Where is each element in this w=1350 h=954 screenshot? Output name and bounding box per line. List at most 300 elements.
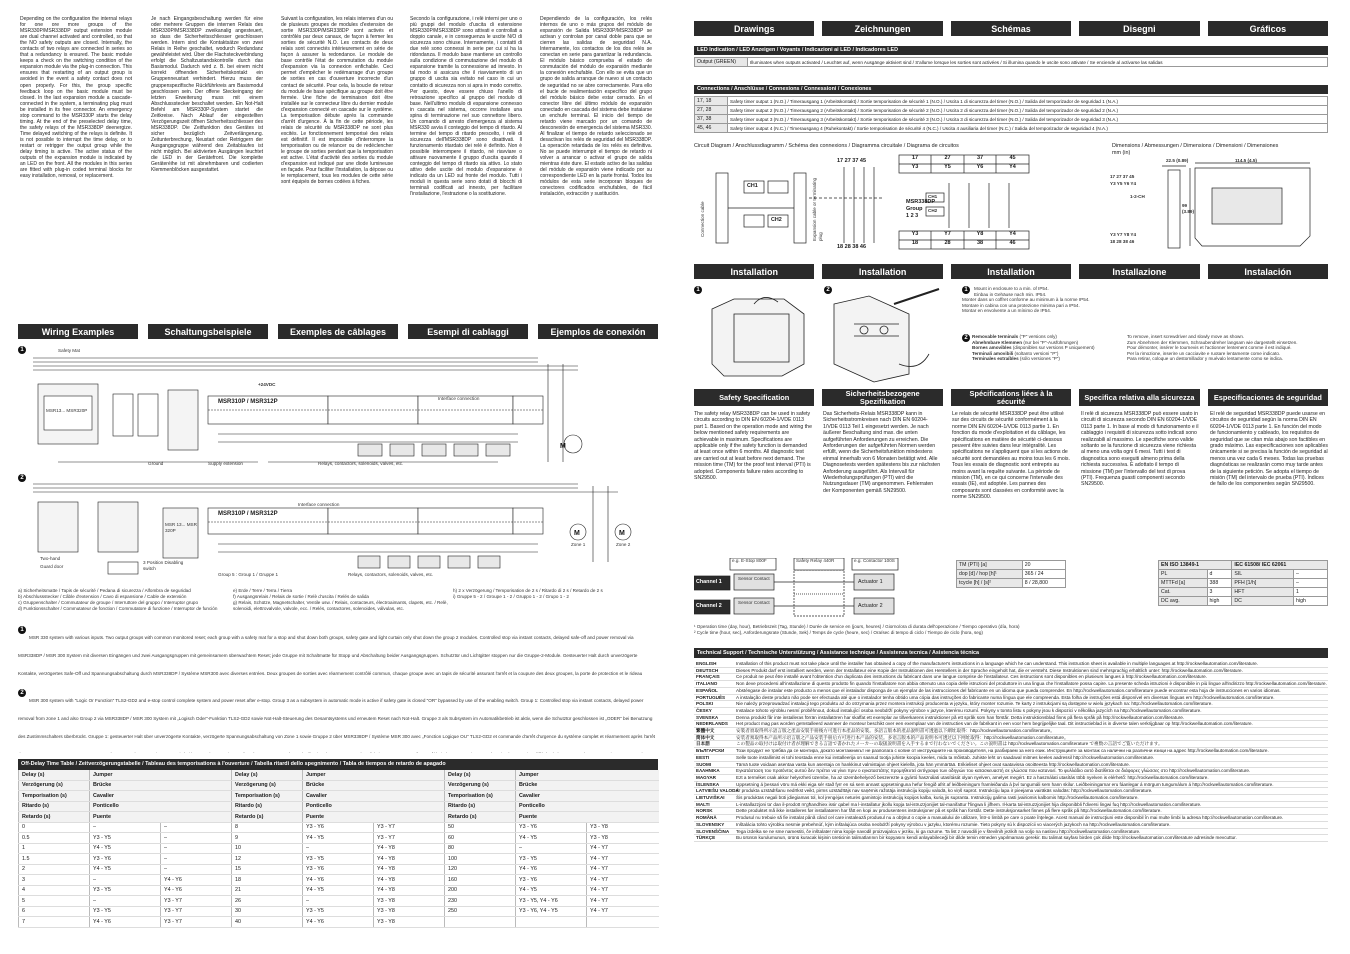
diagram-number-2: 2: [18, 474, 26, 482]
tech-support-language: 日本語: [694, 741, 734, 748]
connection-terminals: 45, 46: [695, 124, 728, 133]
delay-cell: 8: [232, 822, 303, 833]
tech-support-language: TÜRKÇE: [694, 835, 734, 842]
grid-top-0: 17: [911, 155, 919, 161]
tech-support-text: Ce produit ne peut être installé avant l'obtention d'un duplicata des instructions du fabricant dans une langue comprise de l'installateur. Ces instructions sont disponibles en plusieurs langues à http://rockwellautomation.com/literature.: [734, 674, 1328, 681]
disabling-switch-label: 3 Position Disabling switch: [143, 560, 184, 571]
install1-fr: Monter dans un coffret conforme au minimum à la norme IP54.: [962, 297, 1090, 303]
installation-text-2: [962, 334, 1332, 362]
spec-text-de: Das Sicherheits-Relais MSR338DP kann in Sicherheitsstromkreisen nach DIN EN 60204-1/VDE 0113 Teil 1 eingesetzt werden. Je nach äußerer Beschaltung sind max. die unten aufgeführten Anforderungen zu erreichen. Die Anforderungen der aufgeführten Normen werden erfüllt, wenn die Sicherheitsfunktion mindestens einmal innerhalb von 6 Monaten betätigt wird. Alle Diagnosetests werden spätestens bis zur nächsten Anforderung ausgeführt. Als Intervall für Wiederholungsprüfungen (PTI) wird die Nutzungsdauer (TM) angenommen. Fehlerraten der Komponenten gemäß SN29500.: [823, 411, 941, 494]
iso-cell: Cat.: [1159, 588, 1208, 597]
connection-row: [695, 124, 1328, 133]
grid-bot-0: 18: [911, 240, 919, 246]
guard-door-label: Guard door: [40, 564, 64, 569]
tech-support-text: Bu ürünün kurulumunun, ürünü kuracak kişinin üreticinin talimatlarının bir kopyasını kendi anlayabileceği bir dilde temin etmeden yapılmaması gerekir. Bu talimat sayfası birden çok dilde http://rockwellautomation.com/literature adresinde mevcuttur.: [734, 835, 1328, 842]
iso-cell: DC avg.: [1159, 597, 1208, 606]
tech-support-text: Denna produkt får inte installeras förrän installatören har skaffat ett exemplar av tillverkarens instruktioner på ett språk som han förstår. Detta instruktionsblad finns på flera språk på http://rockwellautomation.com/literature.: [734, 714, 1328, 721]
delay-cell: –: [90, 896, 161, 907]
delay-cell: Y3 - Y6: [90, 854, 161, 865]
tech-support-row: [694, 828, 1328, 835]
tm-row: [957, 561, 1066, 570]
intro-text-section: [20, 16, 665, 316]
delay-cell: Y4 - Y8: [374, 885, 445, 896]
tm-value: 365 / 24: [1022, 570, 1065, 579]
actuator-2-label: Actuator 2: [858, 603, 883, 609]
dim-terms-bot: 18 28 38 46: [1110, 239, 1135, 244]
grid-bot-2: 38: [976, 240, 984, 246]
svg-text:M: M: [560, 443, 566, 450]
wiring-diagram-1: [18, 344, 658, 469]
delay-cell: 230: [445, 896, 516, 907]
delay-head-row: [19, 770, 659, 780]
jumper-head-cell: Jumper: [303, 770, 445, 780]
delay-cell: Y4 - Y6: [90, 917, 161, 928]
delay-cell: [587, 917, 659, 928]
delay-cell: 50: [445, 822, 516, 833]
tech-support-row: [694, 687, 1328, 694]
delay-cell: Y4 - Y7: [587, 843, 659, 854]
delay-cell: Y3 - Y7: [374, 833, 445, 844]
delay-cell: Y3 - Y7: [161, 906, 232, 917]
tech-support-row: [694, 795, 1328, 802]
delay-row: [19, 843, 659, 854]
led-title: LED Indication / LED Anzeigen / Voyants / Indicazioni ai LED / Indicadores LED: [694, 46, 1328, 55]
delay-cell: Y4 - Y6: [516, 864, 587, 875]
delay-row: [19, 875, 659, 886]
group-label-2: Group 5 : Group 1 / Gruppe 1: [218, 572, 279, 577]
iso-cell: DC: [1232, 597, 1294, 606]
tech-support-text: Produsul nu trebuie să fie instalat până când cel care instalează produsul nu a obţinut o copie a manualului de utilizare, într-o limbă pe care o poate înţelege. Acest manual de instrucţiuni este disponibil în mai multe limbi la adresa http://rockwellautomation.com/literature.: [734, 815, 1328, 822]
delay-cell: Y4 - Y6: [303, 875, 374, 886]
tech-support-row: [694, 815, 1328, 822]
tech-support-row: [694, 748, 1328, 755]
legend-d: d) Funktionsschalter / Commutateur de fonction / Commutatore di funzione / Interruptor de función: [18, 606, 218, 611]
supply-ext-label: Supply extension: [208, 461, 243, 466]
delay-cell: Y4 - Y8: [374, 864, 445, 875]
tech-support-title: Technical Support / Technische Unterstützung / Assistance technique / Assistenza tecnica / Asistencia técnica: [694, 648, 1328, 658]
wiring-header-de: Schaltungsbeispiele: [148, 324, 268, 339]
tm-label: tcycle [h] / [s]²: [957, 579, 1023, 588]
delay-cell: 200: [445, 885, 516, 896]
safety-spec-headers: [694, 389, 1328, 406]
delay-cell: Y3 - Y5: [90, 885, 161, 896]
install1-en: Mount in enclosure to a min. of IP54.: [974, 286, 1049, 291]
connection-row: [695, 106, 1328, 115]
jumper-head-cell: Brücke: [516, 780, 659, 791]
tech-support-language: ENGLISH: [694, 661, 734, 667]
install-number-2: 2: [824, 286, 832, 294]
spec-text-es: El relé de seguridad MSR338DP puede usarse en circuitos de seguridad según la norma DIN EN 60204-1/VDE 0113 parte 1. En función del modo de funcionamiento y cableado, los requisitos de seguridad que se citan más abajo son factibles en grado máximo. Las especificaciones son aplicables únicamente si se precisa la función de seguridad al menos una vez cada 6 meses. Todas las pruebas diagnósticas se realizarán como muy tarde antes de la siguiente petición. Se adopta el tiempo de misión (TM) del intervalo de prueba (PTI). Índices de fallo de los componentes según SN29500.: [1210, 411, 1328, 488]
legend-c: c) Gruppenschalter / Commutateur de groupe / Interruttore del gruppo / Interruptor grupo: [18, 600, 199, 605]
delay-row: [19, 854, 659, 865]
jumper-head-cell: Cavalier: [516, 791, 659, 802]
spec-header-de: Sicherheitsbezogene Spezifikation: [822, 389, 942, 406]
delay-cell: 5: [19, 896, 90, 907]
grid-y-1: Y5: [944, 164, 951, 170]
delay-cell: –: [161, 822, 232, 833]
delay-head-cell: Ritardo (s): [19, 801, 90, 812]
tech-support-language: LIETUVIŠKAI: [694, 795, 734, 802]
circuit-top-terms: 17 27 37 45: [837, 158, 867, 164]
legend-g: g) Relais, Schütze, Magnetschalter, Ventile usw. / Relais, contacteurs, électroaimants, clapets, etc. / Relè, solenoidi, elettrovalvole, valvole, ecc. / Relés, contactores, solenoides, válvulas, etc.: [233, 600, 448, 611]
delay-cell: 160: [445, 875, 516, 886]
delay-cell: 9: [232, 833, 303, 844]
tech-support-language: 繁體中文: [694, 728, 734, 735]
delay-head-cell: Temporisation (s): [445, 791, 516, 802]
expansion-cable-label: Expansion cable or terminating plug: [812, 177, 823, 241]
tech-support-row: [694, 707, 1328, 714]
tm-label: dop [d] / hop [h]¹: [957, 570, 1023, 579]
tech-support-row: [694, 768, 1328, 775]
install2-term: Terminali amovibili: [972, 350, 1014, 356]
delay-head-cell: Delay (s): [19, 770, 90, 780]
spec-header-es: Especificaciones de seguridad: [1208, 389, 1328, 406]
tech-support-language: ITALIANO: [694, 681, 734, 688]
tech-support-row: [694, 835, 1328, 842]
circuit-grid-y: [899, 164, 1029, 170]
iso-cell: SIL: [1232, 570, 1294, 579]
grid-y2-2: Y8: [976, 231, 984, 237]
delay-table: [18, 770, 659, 928]
base-module-label: MSR13... MSR320P: [46, 408, 88, 413]
tech-support-row: [694, 701, 1328, 708]
delay-cell: 0.5: [19, 833, 90, 844]
jumper-head-cell: Cavalier: [303, 791, 445, 802]
intro-column-de: Je nach Eingangsbeschaltung werden für eine oder mehrere Gruppen die internen Relais des MSR330P/MSR338DP zweikanalig angesteuert, so dass die Sicherheitsschliesser geschlossen werden. Intern sind die Kontaktsätze von zwei Relais in Reihe geschaltet, wodurch Redundanz gewährleistet wird. Über die Flachsteckverbindung erfolgt die Schaltzustandskontrolle durch das Basismodul. Dadurch wird z. B. bei einem nicht korrekt öffnenden Sicherheitskontakt ein Gruppenneustart verhindert. Hierzu muss der gruppenspezifische Rückführkreis am Basismodul geschlossen sein. Der offene Steckeingang der letzten Erweiterung muss mit einem Abschlussstecker beschaltet werden. Ein Not-Halt Befehl am MSR330P-System startet die Zeitkreise. Nach Ablauf der eingestellten Verzögerungszeit öffnen Sicherheitsschliesser des MSR338DP. Die Zeitfunktion des Gerätes ist sicher bezüglich Zeitverlängerung. Zeitunterbrechung, Neustart oder Retriggern der Ausgangsgruppe während des Zeitablaufes ist nicht möglich. Bei aktivierten Ausgängen leuchtet die LED in der Gerätefront. Die komplette Geräteréihe ist mit abnehmbaren und codierten Klemmenblöcken ausgestattet.: [151, 16, 263, 174]
drawings-header-es: Gráficos: [1208, 21, 1328, 36]
circuit-grid-bot: [899, 240, 1029, 246]
tech-support-table: [694, 661, 1328, 842]
connection-description: Safety timer output 2 (N.O.) / Timerausgang 2 (Arbeitskontakt) / Sortie temporisation de sécurité 2 (N.O.) / Uscita 2 di sicurezza del timer (N.O.) / Salida del temporizador de seguridad 2 (N.A.): [728, 106, 1328, 115]
iso-cell: –: [1294, 570, 1328, 579]
ch1-label-b: CH1: [928, 194, 938, 199]
delay-cell: 30: [232, 906, 303, 917]
dimensions-svg: [1110, 158, 1330, 253]
dim-height: 99 (3.89): [1182, 203, 1195, 214]
grid-top-2: 37: [976, 155, 984, 161]
legend-a: a) Sicherheitsmatte / Tapis de sécurité / Pedana di sicurezza / Alfombra de seguridad: [18, 588, 191, 593]
dim-depth: 114.5 (4.5): [1235, 158, 1257, 163]
delay-cell: –: [90, 875, 161, 886]
tech-support-language: DEUTSCH: [694, 667, 734, 674]
iso-cell: 3: [1207, 588, 1232, 597]
install2-note: (nur bei "P"-Ausführungen): [1022, 339, 1079, 345]
delay-cell: 250: [445, 906, 516, 917]
legend-e: e) Erde / Terre / Terra / Tierra: [233, 588, 293, 593]
tech-support-language: SVENSKA: [694, 714, 734, 721]
delay-head-cell: Delay (s): [232, 770, 303, 780]
dim-terms-top: 17 27 37 45: [1110, 174, 1135, 179]
delay-cell: Y4 - Y7: [587, 885, 659, 896]
tech-support-row: [694, 781, 1328, 788]
drawings-header-en: Drawings: [694, 21, 814, 36]
spec-text-it: Il relè di sicurezza MSR338DP può essere usato in circuiti di sicurezza secondo DIN EN 60204-1/VDE 0113 parte 1. In base al modo di funzionamento e il cablaggio i requisiti di sicurezza sotto indicati sono realizzabili al massimo. Le specifiche sono valide soltanto se la funzione di sicurezza viene richiesta al meno una volta ogni 6 mesi. Tutti i test di diagnostica sono eseguiti almeno prima della richiesta successiva. È adottato il tempo di missione (TM) per l'intervallo del test di prova (PTI). Frequenza guasti componenti secondo SN29500.: [1081, 411, 1199, 488]
delay-cell: 1: [19, 843, 90, 854]
tech-support-text: Този продукт не трябва да се монтира, докато монтажникът не разполага с копие от инструкциите на производителя, на разбираем за него език. Инструкциите за монтаж са налични на различни езици на адрес http://rockwellautomation.com/literature.: [734, 748, 1328, 755]
wiring-note-2: [18, 689, 658, 753]
wiring-header-fr: Exemples de câblages: [278, 324, 398, 339]
delay-cell: –: [161, 833, 232, 844]
delay-cell: Y3 - Y6: [303, 822, 374, 833]
spec-header-it: Specifica relativa alla sicurezza: [1079, 389, 1199, 406]
svg-text:M: M: [619, 530, 625, 537]
tech-support-text: Dette produktet må ikke installeres før installatøren har fått en kopi av produsentens instruksjoner på et språk han forstår. Dette instruksjonsarket finnes på flere språk på http://rockwellautomation.com/literature.: [734, 808, 1328, 815]
delay-cell: 120: [445, 864, 516, 875]
delay-cell: Y3 - Y5: [516, 854, 587, 865]
iso-row: [1159, 588, 1328, 597]
tm-row: [957, 570, 1066, 579]
channel-svg: [694, 558, 934, 620]
delay-cell: –: [161, 843, 232, 854]
delay-cell: Y3 - Y8: [587, 833, 659, 844]
dim-y-bot: Y3 Y7 Y8 Y4: [1110, 232, 1137, 237]
wiring-schematic-2: [18, 472, 658, 584]
tech-support-row: [694, 721, 1328, 728]
wiring-header-en: Wiring Examples: [18, 324, 138, 339]
legend-f: f) Ausgangsrelais / Relais de sortie / Relè d'uscita / Relés de salida: [233, 594, 369, 599]
tech-support-row: [694, 694, 1328, 701]
tech-support-language: 简体中文: [694, 734, 734, 741]
delay-cell: 18: [232, 875, 303, 886]
iso-row: [1159, 597, 1328, 606]
install1-es: Montar en envolvente a un mínimo de IP54.: [962, 308, 1052, 314]
tech-support-language: LATVIEŠU VALODA: [696, 788, 739, 794]
install2-term: Terminales extraíbles: [972, 356, 1019, 362]
delay-row: [19, 864, 659, 875]
channel-diagram: [694, 558, 934, 620]
iso-head-right: IEC 61508/ IEC 62061: [1232, 561, 1328, 570]
footnote-2: ² Cycle time (hour, sec), Anforderungsrate (Stunde, Sek) / Temps de cycle (heure, sec) / Ora/sec di tempo di ciclo / Tiempo de ciclo (hora, seg): [694, 629, 983, 635]
install-text-number-2: 2: [962, 334, 970, 342]
iso-head-left: EN ISO 13849-1: [1159, 561, 1232, 570]
jumper-head-cell: Jumper: [516, 770, 659, 780]
tech-support-row: [694, 674, 1328, 681]
tm-table: [956, 560, 1066, 588]
delay-cell: 21: [232, 885, 303, 896]
connection-terminals: 37, 38: [695, 115, 728, 124]
delay-head-cell: Retardo (s): [19, 812, 90, 823]
supply-label: +24VDC: [258, 382, 276, 387]
tech-support-language: ΕΛΛΗΝΙΚΑ: [694, 768, 734, 775]
connections-section: [694, 85, 1328, 133]
delay-cell: Y3 - Y6: [303, 864, 374, 875]
tech-support-language: FRANÇAIS: [694, 674, 734, 681]
tech-support-row: [694, 788, 1328, 795]
drawings-header-it: Disegni: [1079, 21, 1199, 36]
delay-cell: Y4 - Y6: [161, 875, 232, 886]
circuit-diagram: [694, 153, 1039, 253]
tech-support-row: [694, 734, 1328, 741]
dim-width: 22.5 (0.89): [1166, 158, 1189, 163]
delay-cell: Y3 - Y7: [161, 917, 232, 928]
delay-cell: 26: [232, 896, 303, 907]
tech-support-language: POLSKI: [694, 701, 734, 708]
delay-cell: 4: [19, 885, 90, 896]
dimensions-unit: mm (in): [1112, 150, 1131, 156]
tech-support-text: Dieses Produkt darf erst installiert werden, wenn der Installateur eine Kopie der Instruktionen des Herstellers in der Sprache eingeholt hat, die er versteht. Diese Instruktionen sind mehrsprachig erhältlich unter: http://rockwellautomation.com/literature.: [734, 667, 1328, 674]
led-label: Output (GREEN): [695, 58, 748, 67]
install2-term: Bornes amovibles: [972, 345, 1012, 351]
grid-top-3: 45: [1009, 155, 1016, 161]
tm-value: 20: [1022, 561, 1065, 570]
delay-row: [19, 906, 659, 917]
tech-support-row: [694, 754, 1328, 761]
iso-cell: d: [1207, 570, 1232, 579]
diagram-number-1: 1: [18, 346, 26, 354]
delay-table-title: Off-Delay Time Table / Zeitverzögerungstabelle / Tableau des temporisations à l'ouverture / Tabella ritardi dello spegnimento / Tabla de tiempos de retardo de apagado: [18, 759, 658, 770]
intro-column-en: Depending on the configuration the internal relays for one ore more groups of the MSR330P/MSR338DP output extension module are dual channel activated and controlled, so that the NO safety outputs are closed. Internally, the contacts of two relays are connected in series so that a redundancy is ensured. The basic module keeps a check on the switching condition of the expansion module via the plug-in connection. This ensures that restarting of an output group is avoided in the event a safety contact does not open properly. For this, the group specific feedback loop on the basic module must be closed. In the last expansion module a cascade-connected in the system, a terminating plug must be installed in its free connector. An emergency stop command to the MSR330P starts the delay timing. At the end of the preselected delay time, the safety relays of the MSR338DP deenergize. Time delayed switching of the relays is definite. It is not possible to interrupt the time delay, or to restart or retrigger the output group while the delay timing is active. The active status of the outputs of the expansion module is indicated by an LED on the front. All the modules in this series are fitted with plug-in coded terminal blocks for easy installation, removal, or replacement.: [20, 16, 132, 180]
jumper-head-cell: Ponticello: [516, 801, 659, 812]
install2-term: Removable terminals: [972, 334, 1019, 339]
install2-right-line: Para retirar, coloque un destornillador y muévalo lentamente como se indica.: [1127, 356, 1284, 362]
wiring-legend: [18, 588, 658, 622]
tech-support-language: PORTUGUÊS: [694, 694, 734, 701]
delay-cell: 10: [232, 843, 303, 854]
tech-support-text: Uppsetning á þessari vöru má ekki eiga sér stað fyrr en sá sem annast uppsetninguna hefur fengið afrit af leiðbeiningum framleiðanda á því tungumáli sem hann skilur. Leiðbeiningarnar eru fáanlegar á mörgum tungumálum á http://rockwellautomation.com/literature.: [734, 781, 1328, 788]
delay-cell: Y3 - Y8: [374, 906, 445, 917]
install2-note: ("P" versions only): [1018, 334, 1057, 339]
installation-header-de: Installation: [822, 264, 942, 279]
delay-cell: –: [303, 843, 374, 854]
iso-cell: –: [1294, 579, 1328, 588]
led-section: [694, 46, 1328, 67]
iso-head-row: [1159, 561, 1328, 570]
grid-bot-3: 46: [1009, 240, 1016, 246]
tech-support-language: MAGYAR: [694, 774, 734, 781]
iso-cell: high: [1207, 597, 1232, 606]
delay-cell: Y4 - Y5: [90, 864, 161, 875]
installation-header-es: Instalación: [1208, 264, 1328, 279]
legend-i: i) Gruppe 5 - 2 / Groupe 1 - 2 / Gruppo 1 - 2 / Grupo 1 - 2: [453, 594, 569, 599]
wiring-note-1: [18, 626, 658, 686]
grid-bot-1: 28: [944, 240, 951, 246]
delay-cell: Y4 - Y7: [587, 854, 659, 865]
delay-cell: Y4 - Y5: [303, 885, 374, 896]
grid-y2-3: Y4: [1009, 231, 1016, 237]
channel-1-label: Channel 1: [696, 579, 722, 585]
tech-support-text: A instalação deste produto não pode ser efectuada até que o instalador tenha obtido uma cópia das instruções do fabricante numa língua que ele compreenda. Esta folha de instruções está disponível em diversas línguas em http://rockwellautomation.com/literature.: [734, 694, 1328, 701]
dimensions-drawing: [1110, 158, 1330, 253]
delay-head-row: [19, 780, 659, 791]
circuit-grid-top: [899, 155, 1029, 161]
delay-head-cell: Temporisation (s): [19, 791, 90, 802]
tech-support-row: [694, 681, 1328, 688]
circuit-grid-y2: [899, 231, 1029, 237]
delay-cell: Y3 - Y5: [303, 854, 374, 865]
delay-cell: Y3 - Y8: [374, 896, 445, 907]
dim-ch: 1-2-CH: [1130, 194, 1145, 199]
install-number-1: 1: [694, 286, 702, 294]
delay-cell: Y3 - Y6: [516, 822, 587, 833]
tech-support-text: この製品の取付けは取付け者が理解できる言語で書かれたメーカーの取扱説明書を入手するまで行わないでください。この説明書は http://rockwellautomation.com/literature で複数の言語でご覧いただけます。: [734, 741, 1328, 748]
delay-cell: Y3 - Y5, Y4 - Y6: [516, 896, 587, 907]
cascade-label: Connection cable: [700, 201, 705, 237]
intro-column-it: Secondo la configurazione, i relè interni per uno o più gruppi del modulo d'uscita di estensione MSR330P/MSR338DP sono attivati e controllati a doppio canale, e in conseguenza le uscite N/O di sicurezza sono chiuse. Internamente, i contatti di due relè sono connessi in serie per cui si ha la ridondanza. Il modulo base mantiene un controllo sulla condizione di commutazione del modulo di espansione tramite la connessione ad innesto. In tal modo si assicura che il riavviamento di un gruppo di uscita sia evitato nel caso in cui un contatto di sicurezza non si apra in modo corretto. Per questo, deve essere chiuso l'anello di retroazione specifico al gruppo del modulo di base. Nell'ultimo modulo di espansione connesso in cascata nel sistema, occorre installare una spina di terminazione nel suo connettore libero. Un comando di arresto d'emergenza al sistema MSR330 avvia il conteggio del tempo di ritardo. Al termine del tempo di ritardo prescelto, i relè di sicurezza dell'MSR338DP sono disattivati. Il funzionamento ritardato dei relè è definito. Non è possibile interrompere il ritardo, né riavviare o attivare nuovamente il gruppo d'uscita quando il conteggio del tempo di ritardo sia attivo. Lo stato attivo delle uscite del modulo d'espansione è indicato da un LED sul fronte del modulo. Tutti i moduli in questa serie sono dotati di blocchi di terminali codificati ad innesto, per facilitare l'installazione, l'estrazione o la sostituzione.: [410, 16, 522, 198]
iso-table: [1158, 560, 1328, 606]
tech-support-text: Tega izdelka se ne sme namestiti, če inštalater nima kopije navodil proizvajalca v jeziku, ki ga razume. Ta list z navodili je v številnih jezikih na voljo na naslovu http://rockwellautomation.com/literature.: [734, 828, 1328, 835]
channel-2-label: Channel 2: [696, 603, 722, 609]
ground-label: Ground: [148, 461, 164, 466]
actuator-1-label: Actuator 1: [858, 579, 883, 585]
spec-text-en: The safety relay MSR338DP can be used in safety circuits according to DIN EN 60204-1/VDE 0113 part 1. Based on the operation mode and wiring the below mentioned safety requirements are achievable in maximum. Specifications are applicable only if the safety function is demanded at least once within 6 months. All diagnostic test are carried out at least before next demand. The mission time (TM) for the proof test interval (PTI) is adopted. Components failure rates according to SN29500.: [694, 411, 812, 482]
tech-support-row: [694, 661, 1328, 667]
tech-support-row: [694, 714, 1328, 721]
tech-support-row: [694, 761, 1328, 768]
connection-row: [695, 97, 1328, 106]
jumper-head-cell: Puente: [516, 812, 659, 823]
iso-cell: 388: [1207, 579, 1232, 588]
sensor-2-label: Sensor Contact: [738, 600, 770, 605]
tech-support-row: [694, 801, 1328, 808]
tech-support-text: Het product mag pas worden geïnstalleerd wanneer de monteur beschikt over een exemplaar van de instructies van de fabrikant in een voor hem begrijpelijke taal. Dit instructieblad is in diverse talen verkrijgbaar op http://rockwellautomation.com/literature.: [734, 721, 1328, 728]
wiring-header-it: Esempi di cablaggi: [408, 324, 528, 339]
extension-module-label-2: MSR310P / MSR312P: [218, 511, 278, 517]
spec-header-en: Safety Specification: [694, 389, 814, 406]
tm-value: 8 / 28,800: [1022, 579, 1065, 588]
wiring-headers: [18, 324, 658, 339]
connections-title: Connections / Anschlüsse / Connexions / Connessioni / Conexiones: [694, 85, 1328, 94]
delay-row: [19, 822, 659, 833]
grid-y-2: Y6: [976, 164, 984, 170]
connection-terminals: 17, 18: [695, 97, 728, 106]
safety-spec-texts: [694, 411, 1328, 557]
delay-row: [19, 885, 659, 896]
tech-support-language: ESPAÑOL: [694, 687, 734, 694]
connection-description: Safety timer output 1 (N.O.) / Timerausgang 1 (Arbeitskontakt) / Sortie temporisation de sécurité 1 (N.O.) / Uscita 1 di sicurezza del timer (N.O.) / Salida del temporizador de seguridad 1 (N.A.): [728, 97, 1328, 106]
delay-cell: Y4 - Y5: [516, 885, 587, 896]
spec-header-fr: Spécifications liées à la sécurité: [951, 389, 1071, 406]
install-illustration: [694, 284, 954, 384]
tm-row: [957, 579, 1066, 588]
install2-right-line: Per la rimozione, inserire un cacciavite e ruotare lentamente come indicato.: [1127, 350, 1281, 356]
tech-support-language: SLOVENSKY: [694, 821, 734, 828]
jumper-head-cell: Cavalier: [90, 791, 232, 802]
installation-header-fr: Installation: [951, 264, 1071, 279]
iso-cell: PFH [1/h]: [1232, 579, 1294, 588]
delay-row: [19, 896, 659, 907]
jumper-head-cell: Ponticello: [90, 801, 232, 812]
install2-note: (disponibles sur versions P uniquement): [1011, 345, 1095, 351]
delay-cell: Y3 - Y5: [90, 906, 161, 917]
tech-support-text: Nie należy przeprowadzać instalacji tego produktu aż do otrzymania przez montera instrukcji producenta w języku, który monter rozumie. Te karty z instrukcjami są dostępne w wielu językach na: http://rockwellautomation.com/literature.: [734, 701, 1328, 708]
delay-head-row: [19, 791, 659, 802]
tech-support-language: NEDERLANDS: [694, 721, 734, 728]
install2-right-line: Pour démonter, insérer le tournevis et l'actionner lentement comme il est indiqué.: [1127, 345, 1292, 351]
delay-row: [19, 833, 659, 844]
delay-cell: Y3 - Y5: [90, 833, 161, 844]
interface-label: Interface connection: [438, 396, 480, 401]
delay-cell: 6: [19, 906, 90, 917]
delay-table-section: [18, 759, 658, 928]
delay-head-cell: Verzögerung (s): [445, 780, 516, 791]
led-table: [694, 57, 1328, 67]
tech-support-row: [694, 741, 1328, 748]
delay-cell: Y4 - Y8: [374, 843, 445, 854]
tech-support-row: [694, 774, 1328, 781]
sensor-1-label: Sensor Contact: [738, 576, 770, 581]
install2-left-line: [972, 356, 1122, 362]
note-1-text: MSR 330 system with various inputs. Two output groups with common monitored reset; each group with a safety mat for a stop and shut down both groups, safety gate and light curtain only shut down the group 2 modules. Controlled stop via instant contacts, delayed safe-off and power removal via MSR338DP / MSR 300 System mit diversen Eingängen und zwei Ausgangsgruppen mit gemeinsamem überwachtem Reset; jede Gruppe mit Schaltmatte für Stopp und Abschaltung beider Ausgangsgruppen. Schutztür und Lichtgitter stoppen nur die Gruppe-2-Module. Gesteuerter Halt durch unverzögerte Kontakte, verzögertes Safe-Off und Spannungsabschaltung durch MSR338DP / Système MSR300 avec diverses entrées. Deux groupes de sorties avec réarmement contrôlé commun, chaque groupe avec un tapis de sécurité assurant l'arrêt et la coupure des deux groupes, la porte de protection et le rideau: [18, 635, 643, 676]
delay-cell: Y4 - Y7: [587, 875, 659, 886]
delay-cell: Y4 - Y8: [374, 854, 445, 865]
tech-support-language: ROMÂNĂ: [694, 815, 734, 822]
drawings-header-fr: Schémas: [951, 21, 1071, 36]
connections-table: [694, 96, 1328, 133]
safety-mat-label: Safety Mat: [58, 348, 80, 353]
legend-b: b) Abschlussstecker / Câble d'extension / Cavo di espansione / Cable de extensión: [18, 594, 187, 599]
contactor-label: e.g. Contactor 100S: [854, 558, 895, 563]
tech-support-text: Absténgase de instalar este producto a menos que el instalador disponga de un ejemplar de las instrucciones del fabricante en un idioma que pueda comprender. En http://rockwellautomation.com/literature puede encontrar esta hoja de instrucciones en varios idiomas.: [734, 687, 1328, 694]
